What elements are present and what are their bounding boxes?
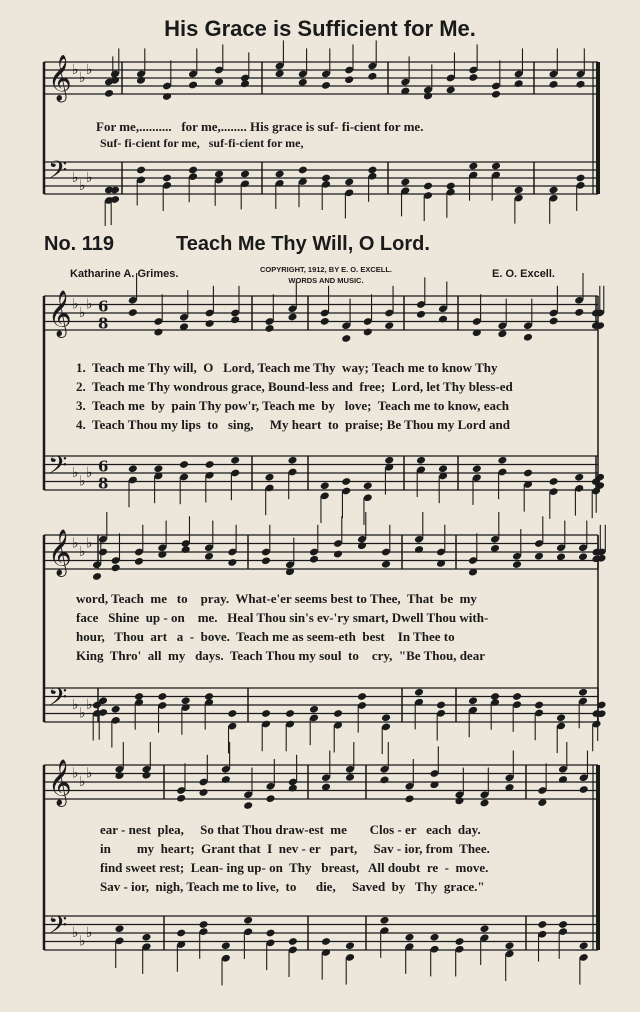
note-head xyxy=(491,90,501,99)
copyright-line: WORDS AND MUSIC. xyxy=(288,276,364,285)
note-head xyxy=(214,77,224,86)
note-head xyxy=(446,85,456,94)
note-head xyxy=(243,801,253,810)
note-head xyxy=(479,924,489,933)
note-head xyxy=(537,920,547,929)
verse-line: 4. Teach Thou my lips to sing, My heart to praise; Be Thou my Lord and xyxy=(76,417,510,432)
note-head xyxy=(204,552,214,561)
flat-sign: ♭ xyxy=(79,933,86,950)
bass-clef: 𝄢 xyxy=(48,911,68,947)
note-head xyxy=(157,550,167,559)
note-head xyxy=(344,75,354,84)
note-head xyxy=(98,548,108,557)
note-head xyxy=(128,308,138,317)
note-head xyxy=(205,460,215,469)
note-head xyxy=(320,317,330,326)
note-head xyxy=(575,80,585,89)
note-head xyxy=(416,456,426,465)
first-song-lyric-line: For me,.......... for me,........ His grace is suf- fi-cient for me. xyxy=(96,119,424,134)
note-head xyxy=(345,941,355,950)
note-head xyxy=(221,775,231,784)
time-signature: 8 xyxy=(98,474,109,493)
note-head xyxy=(264,324,274,333)
note-head xyxy=(416,310,426,319)
treble-clef: 𝄞 xyxy=(48,529,72,576)
note-head xyxy=(181,545,191,554)
note-head xyxy=(423,92,433,101)
note-head xyxy=(558,920,568,929)
verse-line: ear - nest plea, So that Thou draw-est me Clos - er each day. xyxy=(100,822,481,837)
verse-line: Sav - ior, nigh, Teach me to live, to die, Saved by Thy grace." xyxy=(100,879,485,894)
note-head xyxy=(92,572,102,581)
note-head xyxy=(549,477,559,486)
note-head xyxy=(136,166,146,175)
note-head xyxy=(384,321,394,330)
note-head xyxy=(497,329,507,338)
note-head xyxy=(523,469,533,478)
note-head xyxy=(153,464,163,473)
note-head xyxy=(578,552,588,561)
note-head xyxy=(575,174,585,183)
note-head xyxy=(243,916,253,925)
note-head xyxy=(275,170,285,179)
note-head xyxy=(321,174,331,183)
treble-clef: 𝄞 xyxy=(48,290,72,337)
verse-line: 2. Teach me Thy wondrous grace, Bound-less and free; Lord, let Thy bless-ed xyxy=(76,379,513,394)
flat-sign: ♭ xyxy=(86,925,93,941)
note-head xyxy=(579,941,589,950)
note-head xyxy=(534,552,544,561)
note-head xyxy=(514,186,524,195)
flat-sign: ♭ xyxy=(72,465,79,481)
flat-sign: ♭ xyxy=(79,473,86,490)
note-head xyxy=(548,186,558,195)
note-head xyxy=(181,696,191,705)
verse-line: face Shine up - on me. Heal Thou sin's ev-'ry smart, Dwell Thou with- xyxy=(76,610,489,625)
verse-line: 1. Teach me Thy will, O Lord, Teach me Thy way; Teach me to know Thy xyxy=(76,360,498,375)
note-head xyxy=(436,701,446,710)
note-head xyxy=(176,929,186,938)
bass-clef: 𝄢 xyxy=(48,155,68,191)
note-head xyxy=(341,334,351,343)
note-head xyxy=(134,557,144,566)
note-head xyxy=(157,692,167,701)
note-head xyxy=(556,713,566,722)
note-head xyxy=(287,313,297,322)
hymn-title: Teach Me Thy Will, O Lord. xyxy=(176,233,430,255)
copyright-line: COPYRIGHT, 1912, BY E. O. EXCELL. xyxy=(260,265,392,274)
note-head xyxy=(414,688,424,697)
verse-line: in my heart; Grant that I nev - er part, Sav - ior, from Thee. xyxy=(100,841,490,856)
note-head xyxy=(548,80,558,89)
bass-clef: 𝄢 xyxy=(48,683,68,719)
note-head xyxy=(321,937,331,946)
note-head xyxy=(468,696,478,705)
note-head xyxy=(227,709,237,718)
note-head xyxy=(188,81,198,90)
verse-line: 3. Teach me by pain Thy pow'r, Teach me by love; Teach me to know, each xyxy=(76,398,510,413)
note-head xyxy=(357,541,367,550)
note-head xyxy=(514,79,524,88)
flat-sign: ♭ xyxy=(72,296,79,313)
flat-sign: ♭ xyxy=(86,535,93,552)
treble-clef: 𝄞 xyxy=(48,759,72,806)
note-head xyxy=(240,79,250,88)
note-head xyxy=(198,920,208,929)
time-signature: 8 xyxy=(98,314,109,333)
note-head xyxy=(320,481,330,490)
note-head xyxy=(288,784,298,793)
note-head xyxy=(549,317,559,326)
flat-sign: ♭ xyxy=(72,697,79,713)
note-head xyxy=(265,929,275,938)
note-head xyxy=(285,709,295,718)
note-head xyxy=(363,481,373,490)
flat-sign: ♭ xyxy=(86,296,93,313)
note-head xyxy=(367,72,377,81)
note-head xyxy=(379,916,389,925)
note-head xyxy=(104,89,114,98)
note-head xyxy=(472,464,482,473)
note-head xyxy=(265,794,275,803)
note-head xyxy=(454,937,464,946)
note-head xyxy=(512,692,522,701)
time-signature: 6 xyxy=(98,457,109,476)
note-head xyxy=(468,162,478,171)
flat-sign: ♭ xyxy=(79,70,86,86)
note-head xyxy=(574,308,584,317)
flat-sign: ♭ xyxy=(86,765,93,782)
note-head xyxy=(141,771,151,780)
note-head xyxy=(309,705,319,714)
note-head xyxy=(111,563,121,572)
note-head xyxy=(261,709,271,718)
note-head xyxy=(512,560,522,569)
note-head xyxy=(404,933,414,942)
note-head xyxy=(357,692,367,701)
flat-sign: ♭ xyxy=(79,544,86,560)
note-head xyxy=(523,333,533,342)
note-head xyxy=(162,92,172,101)
note-head xyxy=(162,174,172,183)
note-head xyxy=(264,473,274,482)
flat-sign: ♭ xyxy=(72,925,79,941)
note-head xyxy=(188,166,198,175)
note-head xyxy=(400,178,410,187)
flat-sign: ♭ xyxy=(72,170,79,186)
note-head xyxy=(479,799,489,808)
note-head xyxy=(579,785,589,794)
note-head xyxy=(261,556,271,565)
note-head xyxy=(221,941,231,950)
note-head xyxy=(454,796,464,805)
hymn-number: No. 119 xyxy=(44,233,115,255)
note-head xyxy=(136,76,146,85)
composer-credit: E. O. Excell. xyxy=(492,268,555,280)
flat-sign: ♭ xyxy=(79,305,86,321)
verse-line: King Thro' all my days. Teach Thou my soul to cry, "Be Thou, dear xyxy=(76,648,485,663)
note-head xyxy=(114,771,124,780)
note-head xyxy=(491,162,501,171)
note-head xyxy=(363,328,373,337)
note-head xyxy=(384,456,394,465)
note-head xyxy=(141,933,151,942)
first-song-lyric-line: Suf- fi-cient for me, suf-fi-cient for me, xyxy=(100,136,304,150)
verse-line: hour, Thou art a - bove. Teach me as seem-eth best In Thee to xyxy=(76,629,455,644)
note-head xyxy=(321,81,331,90)
note-head xyxy=(341,477,351,486)
note-head xyxy=(438,464,448,473)
note-head xyxy=(497,456,507,465)
copyright-notice xyxy=(226,264,426,286)
flat-sign: ♭ xyxy=(72,765,79,782)
flat-sign: ♭ xyxy=(79,705,86,722)
note-head xyxy=(128,464,138,473)
note-head xyxy=(110,186,120,195)
note-head xyxy=(468,73,478,82)
note-head xyxy=(429,933,439,942)
note-head xyxy=(574,473,584,482)
note-head xyxy=(240,170,250,179)
note-head xyxy=(379,775,389,784)
time-signature: 6 xyxy=(98,297,109,316)
note-head xyxy=(344,178,354,187)
note-head xyxy=(298,78,308,87)
note-head xyxy=(111,705,121,714)
note-head xyxy=(114,924,124,933)
note-head xyxy=(345,773,355,782)
note-head xyxy=(230,456,240,465)
note-head xyxy=(534,701,544,710)
note-head xyxy=(153,328,163,337)
treble-clef: 𝄞 xyxy=(48,54,72,101)
note-head xyxy=(309,555,319,564)
note-head xyxy=(227,558,237,567)
bass-clef: 𝄢 xyxy=(48,451,68,487)
note-head xyxy=(404,794,414,803)
flat-sign: ♭ xyxy=(72,535,79,552)
note-head xyxy=(438,315,448,324)
note-head xyxy=(176,794,186,803)
note-head xyxy=(423,182,433,191)
note-head xyxy=(179,460,189,469)
first-song-title: His Grace is Sufficient for Me. xyxy=(164,16,476,41)
note-head xyxy=(198,788,208,797)
flat-sign: ♭ xyxy=(86,170,93,186)
flat-sign: ♭ xyxy=(79,774,86,790)
note-head xyxy=(333,550,343,559)
verse-line: word, Teach me to pray. What-e'er seems best to Thee, That be my xyxy=(76,591,477,606)
flat-sign: ♭ xyxy=(72,62,79,78)
note-head xyxy=(298,166,308,175)
note-head xyxy=(504,941,514,950)
flat-sign: ♭ xyxy=(86,465,93,481)
author-credit: Katharine A. Grimes. xyxy=(70,268,179,280)
note-head xyxy=(288,937,298,946)
flat-sign: ♭ xyxy=(86,697,93,713)
note-head xyxy=(230,315,240,324)
note-head xyxy=(333,709,343,718)
verse-line: find sweet rest; Lean- ing up- on Thy breast, All doubt re - move. xyxy=(100,860,489,875)
flat-sign: ♭ xyxy=(79,178,86,194)
flat-sign: ♭ xyxy=(86,62,93,78)
note-head xyxy=(578,688,588,697)
note-head xyxy=(381,560,391,569)
note-head xyxy=(205,319,215,328)
note-head xyxy=(381,713,391,722)
note-head xyxy=(287,456,297,465)
